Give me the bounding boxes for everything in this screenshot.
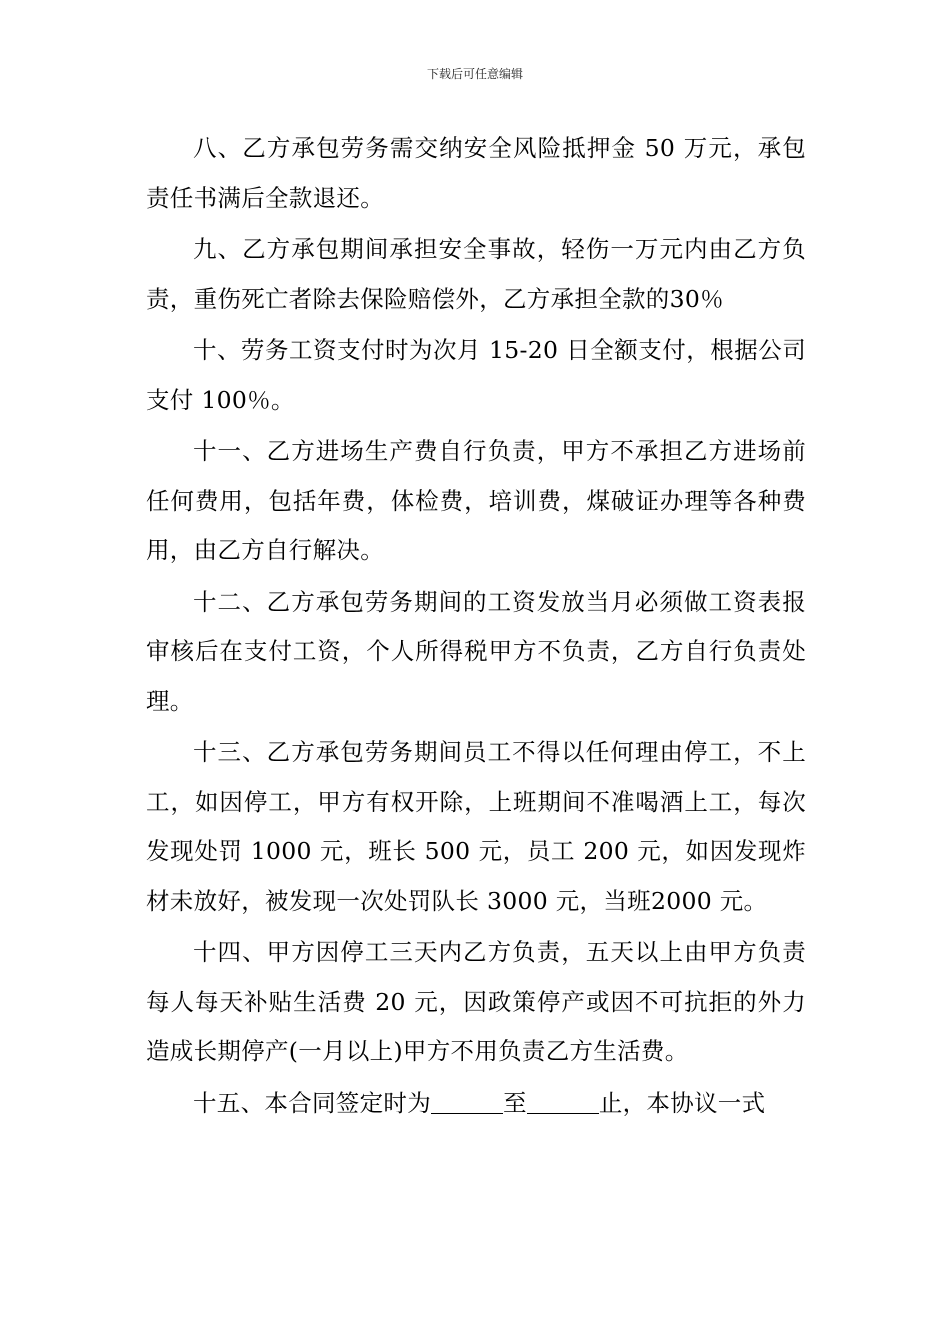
clause-8: 八、乙方承包劳务需交纳安全风险抵押金 50 万元，承包责任书满后全款退还。	[146, 134, 806, 212]
clause-14: 十四、甲方因停工三天内乙方负责，五天以上由甲方负责每人每天补贴生活费 20 元，因政策停产或因不可抗拒的外力造成长期停产(一月以上)甲方不用负责乙方生活费。	[146, 938, 806, 1065]
clause-15-to: 至	[503, 1088, 527, 1117]
clause-9: 九、乙方承包期间承担安全事故，轻伤一万元内由乙方负责，重伤死亡者除去保险赔偿外，乙方承担全款的30％	[146, 235, 806, 313]
clause-13: 十三、乙方承包劳务期间员工不得以任何理由停工，不上工，如因停工，甲方有权开除，上班期间不准喝酒上工，每次发现处罚 1000 元，班长 500 元，员工 200 元，如因发现炸材未放好，被发现一次处罚队长 3000 元，当班2000 元。	[146, 738, 806, 915]
document-body	[146, 124, 806, 1130]
clause-15-end: 止，本协议一式	[598, 1088, 766, 1117]
end-date-blank	[527, 1089, 599, 1114]
clause-15-start: 十五、本合同签定时为	[193, 1088, 431, 1117]
clause-15	[146, 1079, 806, 1129]
start-date-blank	[431, 1089, 503, 1114]
clause-12: 十二、乙方承包劳务期间的工资发放当月必须做工资表报审核后在支付工资，个人所得税甲方不负责，乙方自行负责处理。	[146, 587, 806, 715]
clause-10: 十、劳务工资支付时为次月 15-20 日全额支付，根据公司支付 100％。	[146, 336, 806, 414]
page-header: 下载后可任意编辑	[426, 67, 523, 81]
clause-11: 十一、乙方进场生产费自行负责，甲方不承担乙方进场前任何费用，包括年费，体检费，培训费，煤破证办理等各种费用，由乙方自行解决。	[146, 437, 806, 564]
